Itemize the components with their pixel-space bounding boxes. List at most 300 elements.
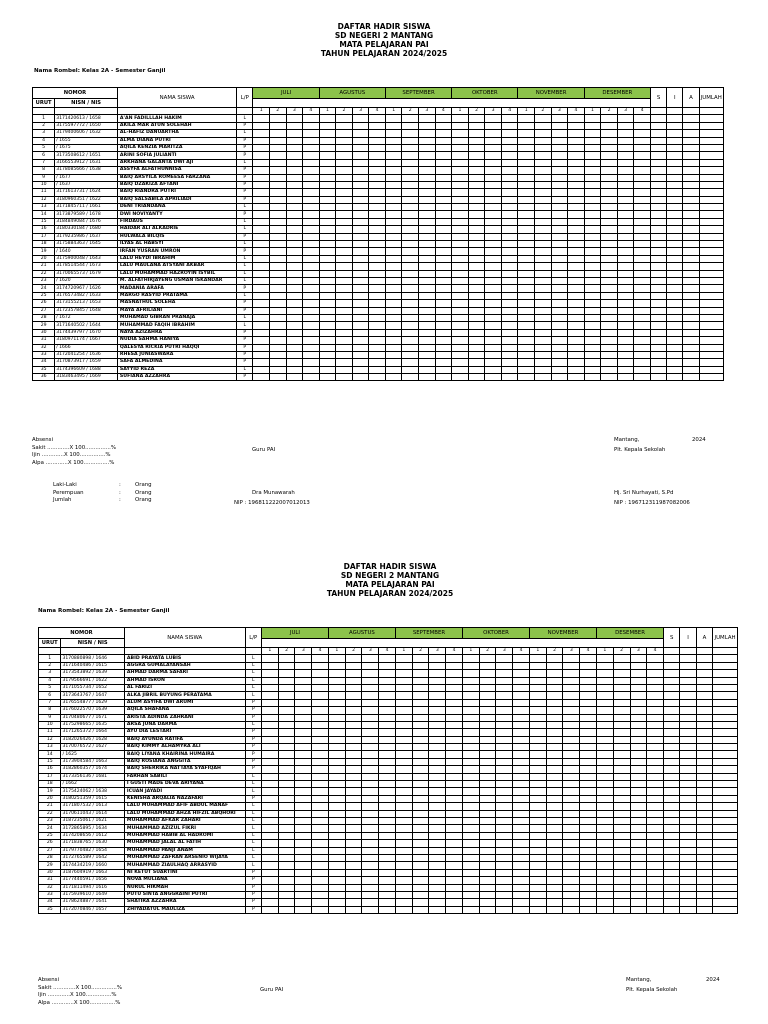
- attendance-cell[interactable]: [680, 817, 696, 824]
- attendance-cell[interactable]: [580, 662, 597, 669]
- attendance-cell[interactable]: [345, 877, 362, 884]
- attendance-cell[interactable]: [261, 655, 278, 662]
- attendance-cell[interactable]: [452, 226, 469, 233]
- attendance-cell[interactable]: [568, 292, 585, 299]
- attendance-cell[interactable]: [664, 803, 680, 810]
- attendance-cell[interactable]: [485, 226, 502, 233]
- attendance-cell[interactable]: [269, 344, 286, 351]
- attendance-cell[interactable]: [485, 344, 502, 351]
- attendance-cell[interactable]: [395, 692, 412, 699]
- attendance-cell[interactable]: [328, 788, 345, 795]
- attendance-cell[interactable]: [303, 255, 320, 262]
- attendance-cell[interactable]: [546, 899, 563, 906]
- attendance-cell[interactable]: [286, 255, 303, 262]
- attendance-cell[interactable]: [634, 263, 651, 270]
- attendance-cell[interactable]: [584, 189, 601, 196]
- attendance-cell[interactable]: [278, 699, 295, 706]
- attendance-cell[interactable]: [446, 803, 463, 810]
- attendance-cell[interactable]: [551, 322, 568, 329]
- attendance-cell[interactable]: [253, 292, 270, 299]
- attendance-cell[interactable]: [713, 899, 738, 906]
- attendance-cell[interactable]: [613, 699, 630, 706]
- attendance-cell[interactable]: [345, 677, 362, 684]
- attendance-cell[interactable]: [278, 899, 295, 906]
- attendance-cell[interactable]: [345, 884, 362, 891]
- attendance-cell[interactable]: [513, 840, 530, 847]
- attendance-cell[interactable]: [429, 736, 446, 743]
- attendance-cell[interactable]: [496, 707, 513, 714]
- attendance-cell[interactable]: [269, 277, 286, 284]
- attendance-cell[interactable]: [303, 270, 320, 277]
- attendance-cell[interactable]: [429, 803, 446, 810]
- attendance-cell[interactable]: [485, 337, 502, 344]
- attendance-cell[interactable]: [452, 174, 469, 181]
- attendance-cell[interactable]: [303, 233, 320, 240]
- attendance-cell[interactable]: [613, 692, 630, 699]
- attendance-cell[interactable]: [597, 751, 614, 758]
- attendance-cell[interactable]: [634, 211, 651, 218]
- attendance-cell[interactable]: [369, 366, 386, 373]
- attendance-cell[interactable]: [601, 322, 618, 329]
- attendance-cell[interactable]: [336, 329, 353, 336]
- attendance-cell[interactable]: [699, 285, 724, 292]
- attendance-cell[interactable]: [462, 655, 479, 662]
- attendance-cell[interactable]: [479, 751, 496, 758]
- attendance-cell[interactable]: [336, 241, 353, 248]
- attendance-cell[interactable]: [501, 351, 518, 358]
- attendance-cell[interactable]: [336, 144, 353, 151]
- attendance-cell[interactable]: [379, 699, 396, 706]
- attendance-cell[interactable]: [551, 351, 568, 358]
- attendance-cell[interactable]: [352, 314, 369, 321]
- attendance-cell[interactable]: [462, 825, 479, 832]
- attendance-cell[interactable]: [402, 366, 419, 373]
- attendance-cell[interactable]: [429, 788, 446, 795]
- attendance-cell[interactable]: [535, 307, 552, 314]
- attendance-cell[interactable]: [597, 862, 614, 869]
- attendance-cell[interactable]: [345, 699, 362, 706]
- attendance-cell[interactable]: [568, 329, 585, 336]
- attendance-cell[interactable]: [336, 211, 353, 218]
- attendance-cell[interactable]: [385, 137, 402, 144]
- attendance-cell[interactable]: [597, 795, 614, 802]
- attendance-cell[interactable]: [630, 795, 647, 802]
- attendance-cell[interactable]: [319, 181, 336, 188]
- attendance-cell[interactable]: [485, 211, 502, 218]
- attendance-cell[interactable]: [563, 788, 580, 795]
- attendance-cell[interactable]: [336, 263, 353, 270]
- attendance-cell[interactable]: [696, 670, 712, 677]
- attendance-cell[interactable]: [568, 255, 585, 262]
- attendance-cell[interactable]: [253, 263, 270, 270]
- attendance-cell[interactable]: [683, 115, 699, 122]
- attendance-cell[interactable]: [429, 899, 446, 906]
- attendance-cell[interactable]: [630, 788, 647, 795]
- attendance-cell[interactable]: [613, 847, 630, 854]
- attendance-cell[interactable]: [369, 211, 386, 218]
- attendance-cell[interactable]: [613, 684, 630, 691]
- attendance-cell[interactable]: [696, 714, 712, 721]
- attendance-cell[interactable]: [319, 300, 336, 307]
- attendance-cell[interactable]: [683, 359, 699, 366]
- attendance-cell[interactable]: [462, 795, 479, 802]
- attendance-cell[interactable]: [601, 351, 618, 358]
- attendance-cell[interactable]: [485, 130, 502, 137]
- attendance-cell[interactable]: [385, 144, 402, 151]
- attendance-cell[interactable]: [664, 877, 680, 884]
- attendance-cell[interactable]: [385, 359, 402, 366]
- attendance-cell[interactable]: [446, 744, 463, 751]
- attendance-cell[interactable]: [634, 314, 651, 321]
- attendance-cell[interactable]: [613, 803, 630, 810]
- attendance-cell[interactable]: [319, 351, 336, 358]
- attendance-cell[interactable]: [452, 248, 469, 255]
- attendance-cell[interactable]: [446, 877, 463, 884]
- attendance-cell[interactable]: [647, 832, 664, 839]
- attendance-cell[interactable]: [352, 307, 369, 314]
- attendance-cell[interactable]: [630, 744, 647, 751]
- attendance-cell[interactable]: [319, 277, 336, 284]
- attendance-cell[interactable]: [680, 781, 696, 788]
- attendance-cell[interactable]: [634, 241, 651, 248]
- attendance-cell[interactable]: [269, 122, 286, 129]
- attendance-cell[interactable]: [546, 810, 563, 817]
- attendance-cell[interactable]: [647, 707, 664, 714]
- attendance-cell[interactable]: [435, 174, 452, 181]
- attendance-cell[interactable]: [584, 226, 601, 233]
- attendance-cell[interactable]: [664, 810, 680, 817]
- attendance-cell[interactable]: [551, 115, 568, 122]
- attendance-cell[interactable]: [584, 248, 601, 255]
- attendance-cell[interactable]: [312, 662, 329, 669]
- attendance-cell[interactable]: [303, 285, 320, 292]
- attendance-cell[interactable]: [713, 766, 738, 773]
- attendance-cell[interactable]: [468, 204, 485, 211]
- attendance-cell[interactable]: [696, 662, 712, 669]
- attendance-cell[interactable]: [468, 314, 485, 321]
- attendance-cell[interactable]: [650, 218, 666, 225]
- attendance-cell[interactable]: [518, 144, 535, 151]
- attendance-cell[interactable]: [683, 277, 699, 284]
- attendance-cell[interactable]: [402, 374, 419, 381]
- attendance-cell[interactable]: [269, 248, 286, 255]
- attendance-cell[interactable]: [468, 263, 485, 270]
- attendance-cell[interactable]: [696, 810, 712, 817]
- attendance-cell[interactable]: [713, 699, 738, 706]
- attendance-cell[interactable]: [485, 314, 502, 321]
- attendance-cell[interactable]: [546, 781, 563, 788]
- attendance-cell[interactable]: [379, 677, 396, 684]
- attendance-cell[interactable]: [597, 840, 614, 847]
- attendance-cell[interactable]: [568, 211, 585, 218]
- attendance-cell[interactable]: [529, 744, 546, 751]
- attendance-cell[interactable]: [312, 721, 329, 728]
- attendance-cell[interactable]: [529, 825, 546, 832]
- attendance-cell[interactable]: [352, 300, 369, 307]
- attendance-cell[interactable]: [269, 337, 286, 344]
- attendance-cell[interactable]: [584, 344, 601, 351]
- attendance-cell[interactable]: [696, 795, 712, 802]
- attendance-cell[interactable]: [452, 122, 469, 129]
- attendance-cell[interactable]: [479, 781, 496, 788]
- attendance-cell[interactable]: [435, 263, 452, 270]
- attendance-cell[interactable]: [513, 729, 530, 736]
- attendance-cell[interactable]: [513, 854, 530, 861]
- attendance-cell[interactable]: [683, 137, 699, 144]
- attendance-cell[interactable]: [435, 314, 452, 321]
- attendance-cell[interactable]: [699, 144, 724, 151]
- attendance-cell[interactable]: [369, 233, 386, 240]
- attendance-cell[interactable]: [385, 241, 402, 248]
- attendance-cell[interactable]: [286, 226, 303, 233]
- attendance-cell[interactable]: [683, 189, 699, 196]
- attendance-cell[interactable]: [419, 285, 436, 292]
- attendance-cell[interactable]: [597, 891, 614, 898]
- attendance-cell[interactable]: [546, 906, 563, 913]
- attendance-cell[interactable]: [501, 255, 518, 262]
- attendance-cell[interactable]: [580, 810, 597, 817]
- attendance-cell[interactable]: [261, 781, 278, 788]
- attendance-cell[interactable]: [295, 817, 312, 824]
- attendance-cell[interactable]: [269, 152, 286, 159]
- attendance-cell[interactable]: [269, 300, 286, 307]
- attendance-cell[interactable]: [312, 825, 329, 832]
- attendance-cell[interactable]: [496, 854, 513, 861]
- attendance-cell[interactable]: [379, 832, 396, 839]
- attendance-cell[interactable]: [412, 699, 429, 706]
- attendance-cell[interactable]: [580, 684, 597, 691]
- attendance-cell[interactable]: [650, 196, 666, 203]
- attendance-cell[interactable]: [385, 181, 402, 188]
- attendance-cell[interactable]: [269, 351, 286, 358]
- attendance-cell[interactable]: [647, 891, 664, 898]
- attendance-cell[interactable]: [518, 196, 535, 203]
- attendance-cell[interactable]: [584, 307, 601, 314]
- attendance-cell[interactable]: [328, 869, 345, 876]
- attendance-cell[interactable]: [395, 810, 412, 817]
- attendance-cell[interactable]: [419, 152, 436, 159]
- attendance-cell[interactable]: [286, 248, 303, 255]
- attendance-cell[interactable]: [452, 167, 469, 174]
- attendance-cell[interactable]: [462, 744, 479, 751]
- attendance-cell[interactable]: [613, 758, 630, 765]
- attendance-cell[interactable]: [312, 677, 329, 684]
- attendance-cell[interactable]: [412, 692, 429, 699]
- attendance-cell[interactable]: [312, 862, 329, 869]
- attendance-cell[interactable]: [529, 707, 546, 714]
- attendance-cell[interactable]: [402, 115, 419, 122]
- attendance-cell[interactable]: [419, 144, 436, 151]
- attendance-cell[interactable]: [551, 359, 568, 366]
- attendance-cell[interactable]: [412, 869, 429, 876]
- attendance-cell[interactable]: [667, 174, 683, 181]
- attendance-cell[interactable]: [312, 891, 329, 898]
- attendance-cell[interactable]: [485, 366, 502, 373]
- attendance-cell[interactable]: [563, 699, 580, 706]
- attendance-cell[interactable]: [501, 181, 518, 188]
- attendance-cell[interactable]: [713, 692, 738, 699]
- attendance-cell[interactable]: [479, 788, 496, 795]
- attendance-cell[interactable]: [303, 218, 320, 225]
- attendance-cell[interactable]: [435, 144, 452, 151]
- attendance-cell[interactable]: [485, 241, 502, 248]
- attendance-cell[interactable]: [446, 862, 463, 869]
- attendance-cell[interactable]: [385, 211, 402, 218]
- attendance-cell[interactable]: [485, 204, 502, 211]
- attendance-cell[interactable]: [563, 766, 580, 773]
- attendance-cell[interactable]: [362, 662, 379, 669]
- attendance-cell[interactable]: [369, 307, 386, 314]
- attendance-cell[interactable]: [395, 803, 412, 810]
- attendance-cell[interactable]: [513, 817, 530, 824]
- attendance-cell[interactable]: [650, 181, 666, 188]
- attendance-cell[interactable]: [601, 263, 618, 270]
- attendance-cell[interactable]: [369, 263, 386, 270]
- attendance-cell[interactable]: [462, 773, 479, 780]
- attendance-cell[interactable]: [485, 329, 502, 336]
- attendance-cell[interactable]: [468, 181, 485, 188]
- attendance-cell[interactable]: [385, 322, 402, 329]
- attendance-cell[interactable]: [535, 196, 552, 203]
- attendance-cell[interactable]: [513, 744, 530, 751]
- attendance-cell[interactable]: [479, 699, 496, 706]
- attendance-cell[interactable]: [696, 877, 712, 884]
- attendance-cell[interactable]: [563, 840, 580, 847]
- attendance-cell[interactable]: [551, 167, 568, 174]
- attendance-cell[interactable]: [535, 159, 552, 166]
- attendance-cell[interactable]: [683, 314, 699, 321]
- attendance-cell[interactable]: [319, 359, 336, 366]
- attendance-cell[interactable]: [529, 854, 546, 861]
- attendance-cell[interactable]: [412, 847, 429, 854]
- attendance-cell[interactable]: [568, 159, 585, 166]
- attendance-cell[interactable]: [597, 781, 614, 788]
- attendance-cell[interactable]: [352, 218, 369, 225]
- attendance-cell[interactable]: [551, 270, 568, 277]
- attendance-cell[interactable]: [535, 226, 552, 233]
- attendance-cell[interactable]: [402, 337, 419, 344]
- attendance-cell[interactable]: [696, 869, 712, 876]
- attendance-cell[interactable]: [412, 906, 429, 913]
- attendance-cell[interactable]: [513, 655, 530, 662]
- attendance-cell[interactable]: [295, 788, 312, 795]
- attendance-cell[interactable]: [650, 344, 666, 351]
- attendance-cell[interactable]: [479, 862, 496, 869]
- attendance-cell[interactable]: [485, 159, 502, 166]
- attendance-cell[interactable]: [496, 788, 513, 795]
- attendance-cell[interactable]: [634, 285, 651, 292]
- attendance-cell[interactable]: [446, 847, 463, 854]
- attendance-cell[interactable]: [664, 840, 680, 847]
- attendance-cell[interactable]: [412, 721, 429, 728]
- attendance-cell[interactable]: [601, 248, 618, 255]
- attendance-cell[interactable]: [563, 670, 580, 677]
- attendance-cell[interactable]: [667, 189, 683, 196]
- attendance-cell[interactable]: [613, 721, 630, 728]
- attendance-cell[interactable]: [634, 137, 651, 144]
- attendance-cell[interactable]: [713, 877, 738, 884]
- attendance-cell[interactable]: [683, 285, 699, 292]
- attendance-cell[interactable]: [518, 329, 535, 336]
- attendance-cell[interactable]: [362, 766, 379, 773]
- attendance-cell[interactable]: [369, 189, 386, 196]
- attendance-cell[interactable]: [328, 721, 345, 728]
- attendance-cell[interactable]: [385, 159, 402, 166]
- attendance-cell[interactable]: [435, 233, 452, 240]
- attendance-cell[interactable]: [667, 292, 683, 299]
- attendance-cell[interactable]: [352, 174, 369, 181]
- attendance-cell[interactable]: [597, 788, 614, 795]
- attendance-cell[interactable]: [261, 684, 278, 691]
- attendance-cell[interactable]: [699, 366, 724, 373]
- attendance-cell[interactable]: [613, 891, 630, 898]
- attendance-cell[interactable]: [269, 196, 286, 203]
- attendance-cell[interactable]: [312, 729, 329, 736]
- attendance-cell[interactable]: [535, 218, 552, 225]
- attendance-cell[interactable]: [278, 670, 295, 677]
- attendance-cell[interactable]: [680, 721, 696, 728]
- attendance-cell[interactable]: [650, 137, 666, 144]
- attendance-cell[interactable]: [452, 337, 469, 344]
- attendance-cell[interactable]: [617, 181, 634, 188]
- attendance-cell[interactable]: [485, 263, 502, 270]
- attendance-cell[interactable]: [295, 832, 312, 839]
- attendance-cell[interactable]: [352, 226, 369, 233]
- attendance-cell[interactable]: [518, 344, 535, 351]
- attendance-cell[interactable]: [261, 877, 278, 884]
- attendance-cell[interactable]: [535, 337, 552, 344]
- attendance-cell[interactable]: [395, 751, 412, 758]
- attendance-cell[interactable]: [253, 307, 270, 314]
- attendance-cell[interactable]: [535, 344, 552, 351]
- attendance-cell[interactable]: [362, 869, 379, 876]
- attendance-cell[interactable]: [295, 758, 312, 765]
- attendance-cell[interactable]: [601, 233, 618, 240]
- attendance-cell[interactable]: [683, 196, 699, 203]
- attendance-cell[interactable]: [630, 766, 647, 773]
- attendance-cell[interactable]: [680, 884, 696, 891]
- attendance-cell[interactable]: [667, 285, 683, 292]
- attendance-cell[interactable]: [385, 374, 402, 381]
- attendance-cell[interactable]: [419, 255, 436, 262]
- attendance-cell[interactable]: [412, 854, 429, 861]
- attendance-cell[interactable]: [601, 218, 618, 225]
- attendance-cell[interactable]: [452, 218, 469, 225]
- attendance-cell[interactable]: [699, 314, 724, 321]
- attendance-cell[interactable]: [253, 122, 270, 129]
- attendance-cell[interactable]: [568, 314, 585, 321]
- attendance-cell[interactable]: [429, 766, 446, 773]
- attendance-cell[interactable]: [617, 322, 634, 329]
- attendance-cell[interactable]: [362, 803, 379, 810]
- attendance-cell[interactable]: [286, 196, 303, 203]
- attendance-cell[interactable]: [650, 167, 666, 174]
- attendance-cell[interactable]: [379, 788, 396, 795]
- attendance-cell[interactable]: [630, 832, 647, 839]
- attendance-cell[interactable]: [513, 906, 530, 913]
- attendance-cell[interactable]: [269, 218, 286, 225]
- attendance-cell[interactable]: [269, 167, 286, 174]
- attendance-cell[interactable]: [696, 758, 712, 765]
- attendance-cell[interactable]: [513, 721, 530, 728]
- attendance-cell[interactable]: [402, 218, 419, 225]
- attendance-cell[interactable]: [295, 854, 312, 861]
- attendance-cell[interactable]: [395, 788, 412, 795]
- attendance-cell[interactable]: [286, 218, 303, 225]
- attendance-cell[interactable]: [634, 329, 651, 336]
- attendance-cell[interactable]: [286, 159, 303, 166]
- attendance-cell[interactable]: [419, 366, 436, 373]
